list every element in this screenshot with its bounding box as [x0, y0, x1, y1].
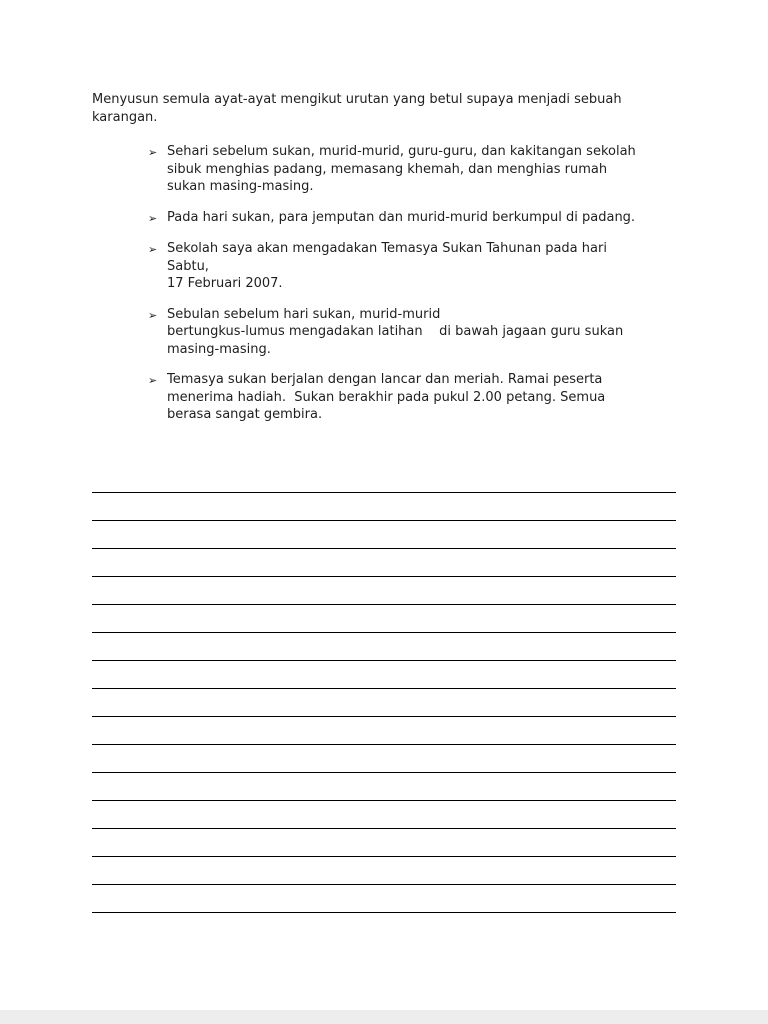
- writing-line: [92, 689, 676, 717]
- writing-line: [92, 633, 676, 661]
- writing-line: [92, 605, 676, 633]
- bullet-text: Sehari sebelum sukan, murid-murid, guru-guru, dan kakitangan sekolah sibuk menghias padang, memasang khemah, dan menghias rumah sukan masing-masing.: [167, 144, 636, 194]
- writing-line: [92, 801, 676, 829]
- writing-line: [92, 885, 676, 913]
- arrow-bullet-icon: ➢: [148, 146, 158, 159]
- writing-line: [92, 857, 676, 885]
- arrow-bullet-icon: ➢: [148, 211, 158, 225]
- instruction-text: Menyusun semula ayat-ayat mengikut urutan yang betul supaya menjadi sebuah karangan.: [92, 92, 622, 125]
- writing-line: [92, 521, 676, 549]
- writing-line: [92, 717, 676, 745]
- bullet-item: [148, 240, 676, 293]
- bullet-item: [148, 306, 676, 359]
- writing-line: [92, 661, 676, 689]
- writing-line: [92, 549, 676, 577]
- bullet-text: Temasya sukan berjalan dengan lancar dan meriah. Ramai peserta menerima hadiah. Sukan berakhir pada pukul 2.00 petang. Semua berasa sangat gembira.: [167, 372, 606, 422]
- writing-line: [92, 493, 676, 521]
- writing-line: [92, 745, 676, 773]
- bullet-text: Pada hari sukan, para jemputan dan murid-murid berkumpul di padang.: [167, 209, 636, 225]
- answer-lines: [92, 465, 676, 913]
- document-content: [92, 91, 676, 437]
- bullet-text: Sebulan sebelum hari sukan, murid-murid bertungkus-lumus mengadakan latihan di bawah jagaan guru sukan masing-masing.: [167, 306, 624, 357]
- arrow-bullet-icon: ➢: [148, 308, 158, 322]
- bullet-item: [148, 371, 676, 424]
- arrow-bullet-icon: ➢: [148, 374, 158, 387]
- bullet-text: Sekolah saya akan mengadakan Temasya Sukan Tahunan pada hari Sabtu, 17 Februari 2007.: [167, 241, 607, 291]
- bullet-list: [148, 143, 676, 424]
- writing-line: [92, 465, 676, 493]
- writing-line: [92, 577, 676, 605]
- bullet-item: [148, 143, 676, 196]
- writing-line: [92, 829, 676, 857]
- page-bottom-edge: [0, 1010, 768, 1024]
- arrow-bullet-icon: ➢: [148, 243, 158, 256]
- writing-line: [92, 773, 676, 801]
- bullet-item: [148, 209, 676, 228]
